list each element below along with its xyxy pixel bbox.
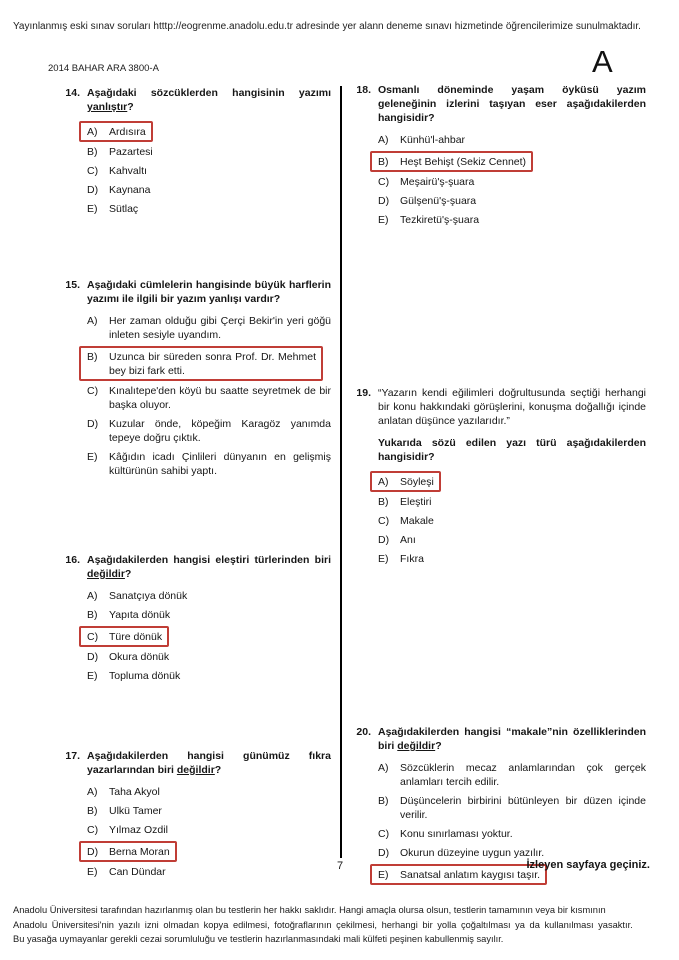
option: C) Kınalıtepe'den köyü bu saatte seyretmek de bir başka oluyor. xyxy=(87,385,331,411)
option: A) Sözcüklerin mecaz anlamlarından çok gerçek anlamları tercih edilir. xyxy=(378,762,646,788)
options-list xyxy=(87,122,331,216)
option: E) Can Dündar xyxy=(87,866,166,878)
question-19 xyxy=(346,386,646,571)
footer-line: Anadolu Üniversitesi tarafından hazırlanmış olan bu testlerin her hakkı saklıdır. Hangi amaçla olursa olsun, testlerin tamamının veya bir kısmının xyxy=(13,905,606,915)
option: B) Düşüncelerin birbirini bütünleyen bir düzen içinde verilir. xyxy=(378,795,646,821)
option: E) Kâğıdın icadı Çinlileri dünyanın en gelişmiş kültürünün sahibi yaptı. xyxy=(87,451,331,477)
question-number: 14. xyxy=(65,87,80,99)
question-number: 15. xyxy=(65,279,80,291)
option-answer-highlighted: B) Heşt Behişt (Sekiz Cennet) xyxy=(370,151,533,172)
option: E) Fıkra xyxy=(378,553,424,565)
footer-line: Anadolu Üniversitesi'nin yazılı izni olmadan kopya edilmesi, fotoğraflarının çekilmesi, herhangi bir yolla çoğaltılması ya da kullanılması yasaktır. xyxy=(13,919,633,930)
option: A) Künhü'l-ahbar xyxy=(378,134,466,146)
option-answer-highlighted: B) Uzunca bir süreden sonra Prof. Dr. Mehmet bey bizi fark etti. xyxy=(79,346,323,381)
question-17 xyxy=(55,749,331,884)
question-stem: Aşağıdakilerden hangisi “makale”nin özelliklerinden biri değildir? xyxy=(378,726,646,752)
option: D) Okura dönük xyxy=(87,651,170,663)
question-body xyxy=(378,386,646,571)
option: C) Konu sınırlaması yoktur. xyxy=(378,828,513,840)
question-body xyxy=(87,553,331,688)
question-14 xyxy=(55,86,331,221)
option: B) Ulkü Tamer xyxy=(87,805,162,817)
option: E) Tezkiretü'ş-şuara xyxy=(378,214,480,226)
question-18 xyxy=(346,83,646,232)
question-body xyxy=(87,86,331,221)
top-disclaimer-text: Yayınlanmış eski sınav soruları htttp://eogrenme.anadolu.edu.tr adresinde yer alann deneme sınavı hizmetinde öğrencilerimize sunulmaktadır. xyxy=(13,21,641,32)
option: D) Kuzular önde, köpeğim Karagöz yanımda tepeye doğru çıktık. xyxy=(87,418,331,444)
question-stem: Aşağıdakilerden hangisi günümüz fıkra yazarlarından biri değildir? xyxy=(87,750,331,776)
option-answer-highlighted: C) Türe dönük xyxy=(79,626,169,647)
question-number: 19. xyxy=(356,387,371,399)
options-list xyxy=(87,785,331,879)
exam-code-label: 2014 BAHAR ARA 3800-A xyxy=(48,63,159,74)
option: B) Pazartesi xyxy=(87,146,153,158)
options-list xyxy=(87,314,331,478)
question-16 xyxy=(55,553,331,688)
footer-line: Bu yasağa uymayanlar gerekli cezai sorumluluğu ve testlerin hazırlanmasındaki mali külfeti peşinen kabullenmiş sayılır. xyxy=(13,934,504,944)
question-stem: Osmanlı döneminde yaşam öyküsü yazım geleneğinin izlerini taşıyan eser aşağıdakilerden hangisidir? xyxy=(378,84,646,124)
question-number: 20. xyxy=(356,726,371,738)
option-answer-highlighted: D) Berna Moran xyxy=(79,841,177,862)
option: A) Sanatçıya dönük xyxy=(87,590,188,602)
question-body xyxy=(378,83,646,232)
option: D) Okurun düzeyine uygun yazılır. xyxy=(378,847,545,859)
question-body xyxy=(87,278,331,483)
option: B) Yapıta dönük xyxy=(87,609,171,621)
question-15 xyxy=(55,278,331,483)
question-number: 17. xyxy=(65,750,80,762)
option-answer-highlighted: E) Sanatsal anlatım kaygısı taşır. xyxy=(370,864,547,885)
options-list xyxy=(378,472,646,566)
question-stem: Aşağıdaki sözcüklerden hangisinin yazımı yanlıştır? xyxy=(87,87,331,113)
option: E) Sütlaç xyxy=(87,203,139,215)
question-stem: Aşağıdakilerden hangisi eleştiri türlerinden biri değildir? xyxy=(87,554,331,580)
option: C) Kahvaltı xyxy=(87,165,147,177)
option: D) Anı xyxy=(378,534,416,546)
question-quote: “Yazarın kendi eğilimleri doğrultusunda seçtiği herhangi bir konu hakkındaki görüşlerini, konuşma doğallığı içinde anlatan düşünce yazılarıdır.” xyxy=(378,387,646,427)
continue-note: İzleyen sayfaya geçiniz. xyxy=(526,859,650,871)
options-list xyxy=(378,133,646,227)
question-number: 16. xyxy=(65,554,80,566)
copyright-footer xyxy=(13,903,668,947)
option: C) Yılmaz Ozdil xyxy=(87,824,168,836)
column-divider-line xyxy=(340,86,342,858)
option: A) Her zaman olduğu gibi Çerçi Bekir'in yeri göğü inleten sesiyle uyandım. xyxy=(87,315,331,341)
option-answer-highlighted: A) Söyleşi xyxy=(370,471,441,492)
page-number: 7 xyxy=(336,860,344,872)
question-stem: Aşağıdaki cümlelerin hangisinde büyük harflerin yazımı ile ilgili bir yazım yanlışı vardır? xyxy=(87,279,331,305)
option: C) Meşairü'ş-şuara xyxy=(378,176,475,188)
option-answer-highlighted: A) Ardısıra xyxy=(79,121,153,142)
option: D) Gülşenü'ş-şuara xyxy=(378,195,477,207)
option: D) Kaynana xyxy=(87,184,151,196)
booklet-letter: A xyxy=(592,44,613,79)
option: C) Makale xyxy=(378,515,434,527)
question-body xyxy=(87,749,331,884)
option: A) Taha Akyol xyxy=(87,786,160,798)
option: E) Topluma dönük xyxy=(87,670,181,682)
options-list xyxy=(87,589,331,683)
option: B) Eleştiri xyxy=(378,496,432,508)
question-stem: Yukarıda sözü edilen yazı türü aşağıdakilerden hangisidir? xyxy=(378,437,646,463)
question-number: 18. xyxy=(356,84,371,96)
